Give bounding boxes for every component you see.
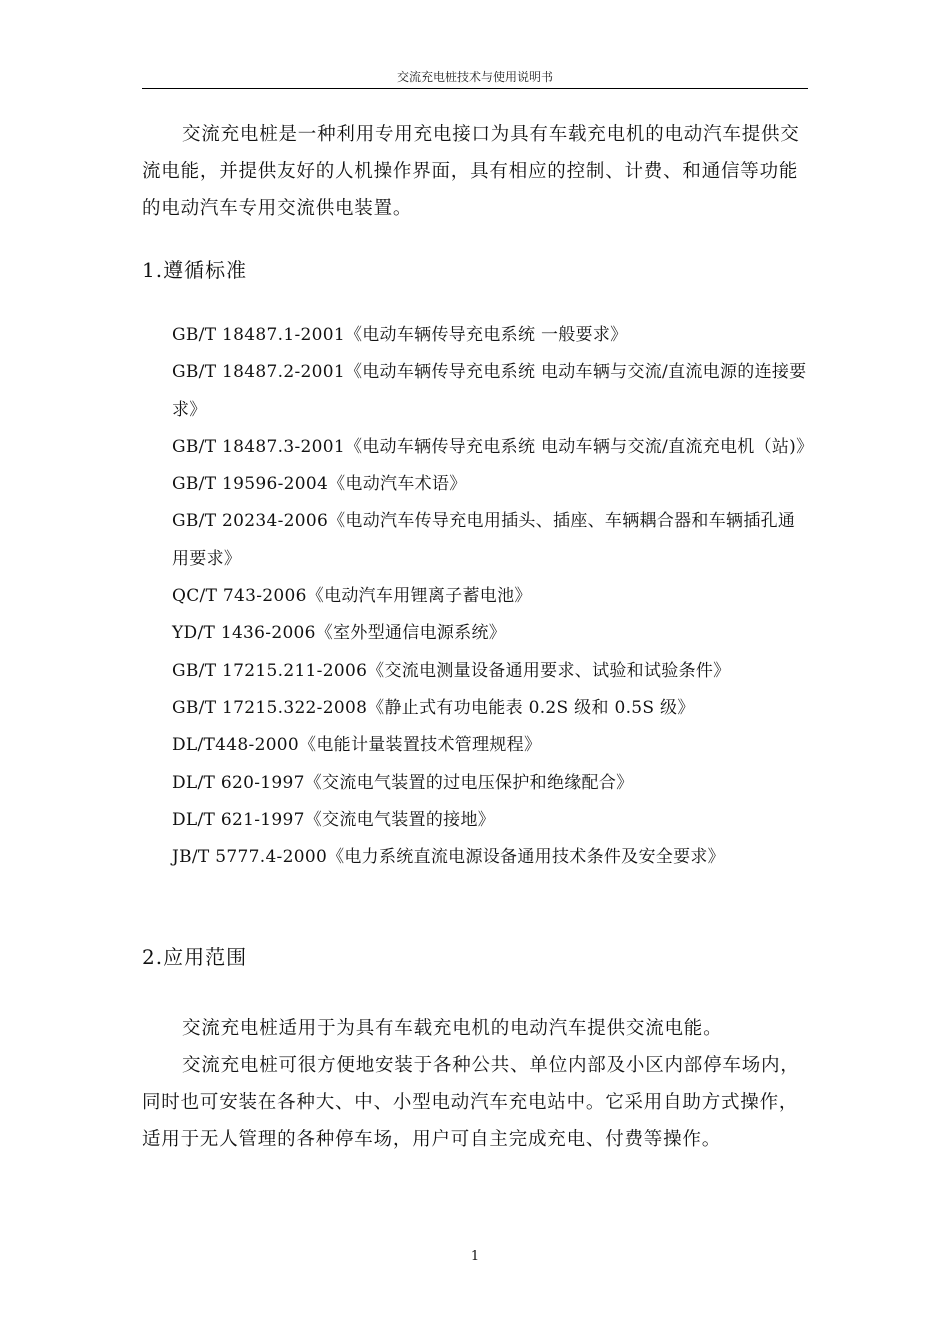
section-heading-standards: 1.遵循标准 xyxy=(142,258,248,282)
page-header xyxy=(142,68,808,89)
standard-item: QC/T 743-2006《电动汽车用锂离子蓄电池》 xyxy=(172,586,532,607)
standard-item: DL/T448-2000《电能计量装置技术管理规程》 xyxy=(172,735,542,756)
standard-item: DL/T 621-1997《交流电气装置的接地》 xyxy=(172,809,496,830)
standard-item: GB/T 18487.2-2001《电动车辆传导充电系统 电动车辆与交流/直流电源的连接要求》 xyxy=(172,362,807,420)
intro-paragraph: 交流充电桩是一种利用专用充电接口为具有车载充电机的电动汽车提供交流电能，并提供友好的人机操作界面，具有相应的控制、计费、和通信等功能的电动汽车专用交流供电装置。 xyxy=(142,124,800,219)
header-title: 交流充电桩技术与使用说明书 xyxy=(396,70,553,84)
standard-item: GB/T 19596-2004《电动汽车术语》 xyxy=(172,474,467,495)
standard-item: YD/T 1436-2006《室外型通信电源系统》 xyxy=(172,623,507,644)
standard-item: JB/T 5777.4-2000《电力系统直流电源设备通用技术条件及安全要求》 xyxy=(172,847,725,868)
page-number: 1 xyxy=(470,1249,480,1264)
standards-list xyxy=(172,317,814,876)
standard-item: GB/T 18487.3-2001《电动车辆传导充电系统 电动车辆与交流/直流充电机（站)》 xyxy=(172,436,814,457)
standard-item: GB/T 18487.1-2001《电动车辆传导充电系统 一般要求》 xyxy=(172,325,628,345)
scope-paragraph: 交流充电桩适用于为具有车载充电机的电动汽车提供交流电能。 xyxy=(182,1018,723,1039)
standard-item: GB/T 17215.211-2006《交流电测量设备通用要求、试验和试验条件》 xyxy=(172,660,731,681)
section-heading-scope: 2.应用范围 xyxy=(142,945,248,969)
standard-item: DL/T 620-1997《交流电气装置的过电压保护和绝缘配合》 xyxy=(172,772,634,793)
scope-paragraph: 交流充电桩可很方便地安装于各种公共、单位内部及小区内部停车场内，同时也可安装在各种大、中、小型电动汽车充电站中。它采用自助方式操作，适用于无人管理的各种停车场，用户可自主完成充电、付费等操作。 xyxy=(142,1055,800,1150)
scope-body xyxy=(142,1010,808,1158)
standard-item: GB/T 17215.322-2008《静止式有功电能表 0.2S 级和 0.5S 级》 xyxy=(172,697,695,718)
standard-item: GB/T 20234-2006《电动汽车传导充电用插头、插座、车辆耦合器和车辆插孔通用要求》 xyxy=(172,511,796,569)
